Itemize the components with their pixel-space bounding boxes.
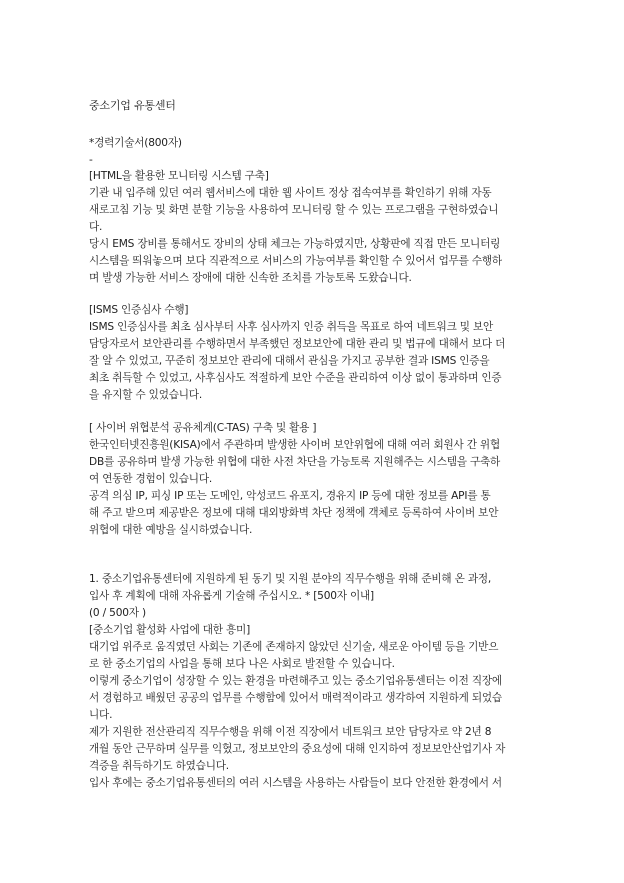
block-line: 을 유지할 수 있었습니다. — [89, 389, 203, 401]
block-line: ISMS 인증심사를 최초 심사부터 사후 심사까지 인증 취득을 목표로 하여 네트워크 및 보안 — [89, 321, 494, 333]
answer-line: 입사 후에는 중소기업유통센터의 여러 시스템을 사용하는 사람들이 보다 안전한 환경에서 서 — [89, 777, 502, 789]
block-line: 여 연동한 경험이 있습니다. — [89, 473, 213, 485]
block-line: 며 발생 가능한 서비스 장애에 대한 신속한 조치를 가능토록 도왔습니다. — [89, 272, 412, 284]
question-line: 입사 후 계획에 대해 자유롭게 기술해 주십시오. * [500자 이내] — [89, 590, 374, 602]
block-line: 공격 의심 IP, 피싱 IP 또는 도메인, 악성코드 유포지, 경유지 IP 등에 대한 정보를 API를 통 — [89, 490, 491, 502]
block-line: [HTML을 활용한 모니터링 시스템 구축] — [89, 170, 269, 182]
block-line: [ISMS 인증심사 수행] — [89, 304, 189, 316]
answer-line: [중소기업 활성화 사업에 대한 흥미] — [89, 624, 251, 636]
answer-line: 로 한 중소기업의 사업을 통해 보다 나은 사회로 발전할 수 있습니다. — [89, 658, 395, 670]
answer-line: 서 경험하고 배웠던 공공의 업무를 수행함에 있어서 매력적이라고 생각하여 지원하게 되었습 — [89, 692, 502, 704]
answer-line: 대기업 위주로 움직였던 사회는 기존에 존재하지 않았던 신기술, 새로운 아이템 등을 기반으 — [89, 641, 499, 653]
block-line: 당시 EMS 장비를 통해서도 장비의 상태 체크는 가능하였지만, 상황판에 직접 만든 모니터링 — [89, 238, 501, 250]
block-line: 담당자로서 보안관리를 수행하면서 부족했던 정보보안에 대한 관리 및 법규에 대해서 보다 더 — [89, 338, 506, 350]
answer-line: 격증을 취득하기도 하였습니다. — [89, 760, 229, 772]
char-counter: (0 / 500자 ) — [89, 607, 146, 619]
answer-line: 이렇게 중소기업이 성장할 수 있는 환경을 마련해주고 있는 중소기업유통센터는 이전 직장에 — [89, 675, 502, 687]
block-line: 한국인터넷진흥원(KISA)에서 주관하며 발생한 사이버 보안위협에 대해 여러 회원사 간 위협 — [89, 439, 500, 451]
question-line: 1. 중소기업유통센터에 지원하게 된 동기 및 지원 분야의 직무수행을 위해 준비해 온 과정, — [89, 573, 492, 585]
answer-line: 니다. — [89, 709, 113, 721]
block-line: 최초 취득할 수 있었고, 사후심사도 적절하게 보안 수준을 관리하여 이상 없이 통과하며 인증 — [89, 372, 502, 384]
block-line: 잘 알 수 있었고, 꾸준히 정보보안 관리에 대해서 관심을 가지고 공부한 결과 ISMS 인증을 — [89, 355, 490, 367]
block-line: 다. — [89, 221, 103, 233]
block-line: DB를 공유하며 발생 가능한 위협에 대한 사전 차단을 가능토록 지원해주는 시스템을 구축하 — [89, 456, 501, 468]
dash-separator: - — [89, 154, 93, 166]
block-line: 위협에 대한 예방을 실시하였습니다. — [89, 524, 253, 536]
document-title: 중소기업 유통센터 — [89, 99, 176, 112]
block-line: 기관 내 입주해 있던 여러 웹서비스에 대한 웹 사이트 정상 접속여부를 확인하기 위해 자동 — [89, 187, 492, 199]
answer-line: 제가 지원한 전산관리직 직무수행을 위해 이전 직장에서 네트워크 보안 담당자로 약 2년 8 — [89, 726, 492, 738]
block-line: 해 주고 받으며 제공받은 정보에 대해 대외방화벽 차단 정책에 객체로 등록하여 사이버 보안 — [89, 507, 499, 519]
block-line: 새로고침 기능 및 화면 분할 기능을 사용하여 모니터링 할 수 있는 프로그램을 구현하였습니 — [89, 204, 499, 216]
block-line: [ 사이버 위협분석 공유체계(C-TAS) 구축 및 활용 ] — [89, 422, 317, 434]
section-header: *경력기술서(800자) — [89, 137, 182, 149]
block-line: 시스템을 띄워놓으며 보다 직관적으로 서비스의 가능여부를 확인할 수 있어서 업무를 수행하 — [89, 255, 502, 267]
answer-line: 개월 동안 근무하며 실무를 익혔고, 정보보안의 중요성에 대해 인지하여 정보보안산업기사 자 — [89, 743, 506, 755]
